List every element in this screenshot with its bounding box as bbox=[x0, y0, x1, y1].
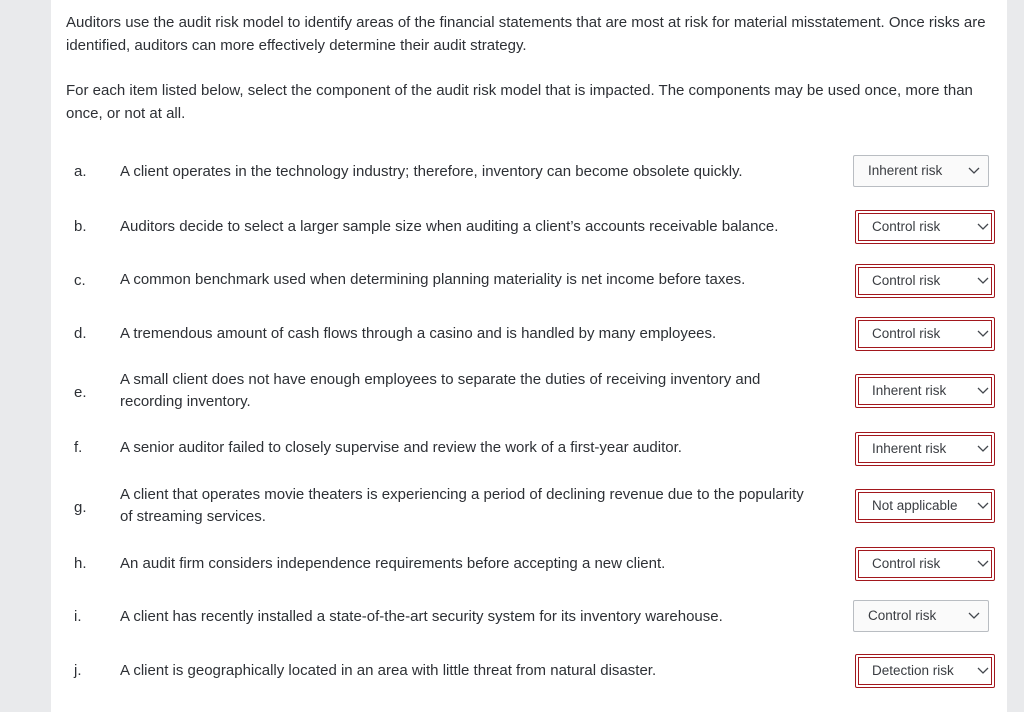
risk-component-select[interactable] bbox=[855, 264, 995, 298]
item-letter: i. bbox=[74, 608, 82, 625]
intro-paragraph: Auditors use the audit risk model to identify areas of the financial statements that are most at risk for material misstatement. Once risks are identified, auditors can more effectively determine their audit strategy. bbox=[66, 14, 986, 54]
item-text: A client has recently installed a state-of-the-art security system for its inventory warehouse. bbox=[120, 608, 723, 625]
item-text: A client operates in the technology industry; therefore, inventory can become obsolete quickly. bbox=[120, 163, 743, 180]
question-panel bbox=[51, 0, 1007, 712]
select-value: Control risk bbox=[872, 326, 941, 341]
item-letter: j. bbox=[74, 662, 82, 679]
instructions-paragraph: For each item listed below, select the component of the audit risk model that is impacted. The components may be used once, more than once, or not at all. bbox=[66, 82, 973, 122]
question-row bbox=[51, 154, 1007, 190]
item-text: An audit firm considers independence requirements before accepting a new client. bbox=[120, 555, 666, 572]
risk-component-select[interactable] bbox=[853, 600, 989, 632]
risk-component-select[interactable] bbox=[855, 210, 995, 244]
item-letter: b. bbox=[74, 218, 87, 235]
item-text: A small client does not have enough employees to separate the duties of receiving inventory and recording inventory. bbox=[120, 371, 761, 410]
question-row bbox=[51, 209, 1007, 245]
risk-component-select[interactable] bbox=[855, 547, 995, 581]
risk-component-select[interactable] bbox=[855, 489, 995, 523]
select-value: Control risk bbox=[868, 608, 937, 623]
item-text: A tremendous amount of cash flows through a casino and is handled by many employees. bbox=[120, 325, 717, 342]
risk-component-select[interactable] bbox=[855, 432, 995, 466]
risk-component-select[interactable] bbox=[853, 155, 989, 187]
question-row bbox=[51, 599, 1007, 635]
select-value: Detection risk bbox=[872, 663, 954, 678]
item-letter: d. bbox=[74, 325, 87, 342]
item-text: A common benchmark used when determining planning materiality is net income before taxes. bbox=[120, 271, 746, 288]
item-text: Auditors decide to select a larger sample size when auditing a client’s accounts receivable balance. bbox=[120, 218, 779, 235]
item-text: A client that operates movie theaters is experiencing a period of declining revenue due to the popularity of streaming services. bbox=[120, 486, 804, 525]
chevron-down-icon bbox=[977, 222, 989, 232]
chevron-down-icon bbox=[968, 611, 980, 621]
risk-component-select[interactable] bbox=[855, 654, 995, 688]
item-letter: a. bbox=[74, 163, 87, 180]
question-row bbox=[51, 316, 1007, 352]
chevron-down-icon bbox=[977, 444, 989, 454]
chevron-down-icon bbox=[977, 329, 989, 339]
item-text: A client is geographically located in an area with little threat from natural disaster. bbox=[120, 662, 657, 679]
item-text: A senior auditor failed to closely supervise and review the work of a first-year auditor. bbox=[120, 439, 682, 456]
select-value: Not applicable bbox=[872, 498, 958, 513]
item-letter: e. bbox=[74, 384, 87, 401]
question-row bbox=[51, 263, 1007, 299]
question-row bbox=[51, 546, 1007, 582]
chevron-down-icon bbox=[977, 666, 989, 676]
chevron-down-icon bbox=[977, 276, 989, 286]
item-letter: c. bbox=[74, 272, 86, 289]
chevron-down-icon bbox=[977, 501, 989, 511]
risk-component-select[interactable] bbox=[855, 374, 995, 408]
item-letter: f. bbox=[74, 439, 83, 456]
chevron-down-icon bbox=[977, 559, 989, 569]
select-value: Control risk bbox=[872, 556, 941, 571]
select-value: Inherent risk bbox=[868, 163, 943, 178]
question-row bbox=[51, 368, 1007, 418]
select-value: Inherent risk bbox=[872, 441, 947, 456]
select-value: Inherent risk bbox=[872, 383, 947, 398]
question-row bbox=[51, 483, 1007, 533]
risk-component-select[interactable] bbox=[855, 317, 995, 351]
question-row bbox=[51, 653, 1007, 689]
chevron-down-icon bbox=[968, 166, 980, 176]
select-value: Control risk bbox=[872, 219, 941, 234]
question-row bbox=[51, 431, 1007, 467]
item-letter: g. bbox=[74, 499, 87, 516]
chevron-down-icon bbox=[977, 386, 989, 396]
select-value: Control risk bbox=[872, 273, 941, 288]
item-letter: h. bbox=[74, 555, 87, 572]
